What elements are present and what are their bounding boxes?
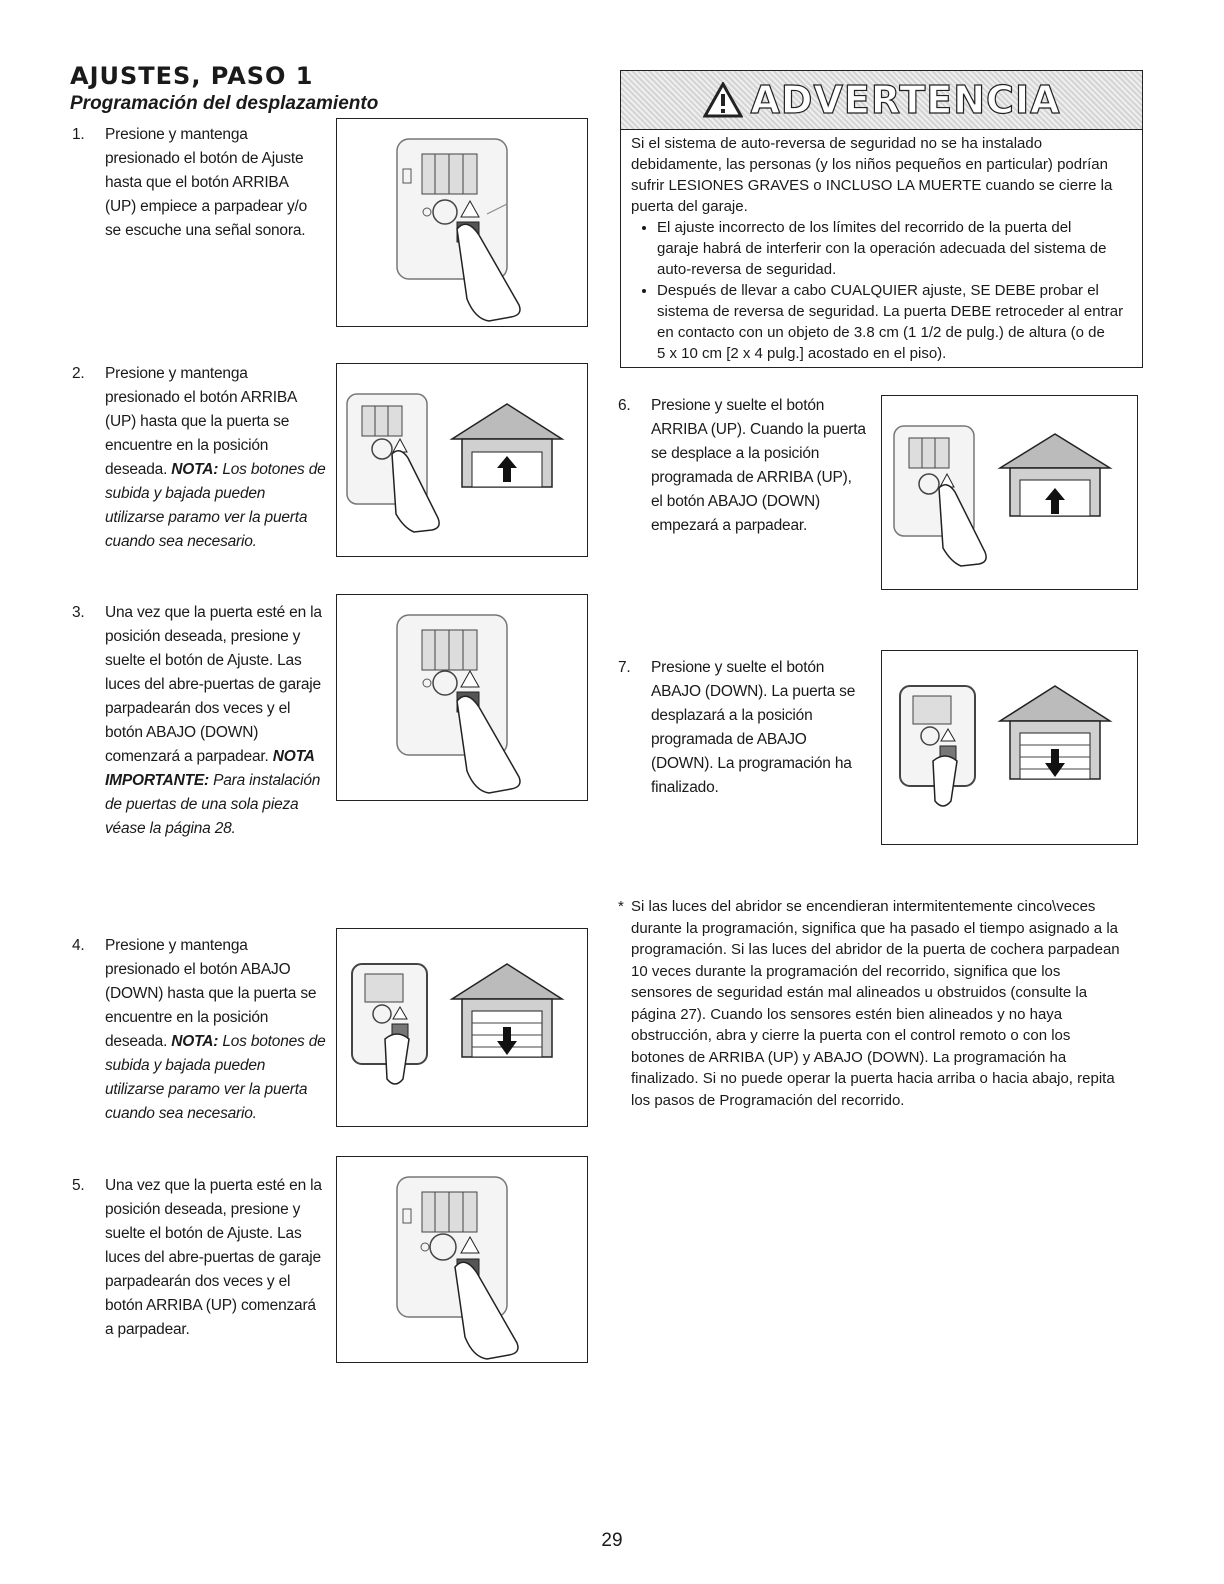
wall-control-garage-down-icon (882, 651, 1137, 844)
warning-triangle-icon (703, 82, 743, 118)
wall-control-garage-up-icon (882, 396, 1137, 589)
illustration-release-up-button (881, 395, 1138, 590)
warning-title: ADVERTENCIA (750, 78, 1061, 122)
warning-bullet-list (631, 217, 1132, 364)
step-text: Presione y mantenga presionado el botón de Ajuste hasta que el botón ARRIBA (UP) empiece a parpadear y/o se escuche una señal sonora. (105, 126, 308, 239)
wall-control-hand-icon (337, 119, 587, 326)
wall-control-hand-icon (337, 1157, 587, 1362)
step-number: 5. (72, 1177, 85, 1194)
illustration-press-up-button (336, 363, 588, 557)
illustration-press-down-button (336, 928, 588, 1127)
step-text: Una vez que la puerta esté en la posición deseada, presione y suelte el botón de Ajuste. Las luces del abre-puertas de garaje parpadearán dos veces y el botón ABAJO (DOWN) comenzará a parpadear. NOTA IMPORTANTE: Para instalación de puertas de una sola pieza véase la página 28. (105, 604, 322, 837)
step-number: 7. (618, 659, 631, 676)
step-text: Presione y suelte el botón ARRIBA (UP). Cuando la puerta se desplace a la posición programada de ARRIBA (UP), el botón ABAJO (DOWN) empezará a parpadear. (651, 397, 866, 534)
footnote-marker: * (618, 898, 624, 915)
warning-text: Si el sistema de auto-reversa de seguridad no se ha instalado debidamente, las personas (y los niños pequeños en particular) podrían sufrir LESIONES GRAVES o INCLUSO LA MUERTE cuando se cierre la puerta del garaje. • El ajuste incorrecto de los límites del recorrido de la puerta del garaje habrá de interferir con la operación adecuada del sistema de auto-reversa de seguridad. • Después de llevar a cabo CUALQUIER ajuste, SE DEBE probar el sistema de reversa de seguridad. La puerta DEBE retroceder al entrar en contacto con un objeto de 3.8 cm (1 1/2 de pulg.) de altura (o de 5 x 10 cm [2 x 4 pulg.] acostado en el piso). (621, 130, 1142, 364)
list-item: • Después de llevar a cabo CUALQUIER ajuste, SE DEBE probar el sistema de reversa de seguridad. La puerta DEBE retroceder al entrar en contacto con un objeto de 3.8 cm (1 1/2 de pulg.) de altura (o de 5 x 10 cm [2 x 4 pulg.] acostado en el piso). (657, 280, 1132, 364)
section-title: AJUSTES, PASO 1 (70, 62, 314, 90)
warning-header (621, 71, 1142, 130)
step-text: Una vez que la puerta esté en la posición deseada, presione y suelte el botón de Ajuste. Las luces del abre-puertas de garaje parpadearán dos veces y el botón ARRIBA (UP) comenzará a parpadear. (105, 1177, 322, 1338)
illustration-press-adjust-button (336, 118, 588, 327)
warning-box (620, 70, 1143, 368)
step-number: 1. (72, 126, 85, 143)
illustration-release-adjust-button-2 (336, 1156, 588, 1363)
illustration-release-adjust-button (336, 594, 588, 801)
step-text: Presione y mantenga presionado el botón ABAJO (DOWN) hasta que la puerta se encuentre en la posición deseada. NOTA: Los botones de subida y bajada pueden utilizarse paramo ver la puerta cuando sea necesario. (105, 937, 326, 1122)
step-text: Presione y mantenga presionado el botón ARRIBA (UP) hasta que la puerta se encuentre en la posición deseada. NOTA: Los botones de subida y bajada pueden utilizarse paramo ver la puerta cuando sea necesario. (105, 365, 326, 550)
step-number: 6. (618, 397, 631, 414)
page-number: 29 (601, 1530, 623, 1551)
step-number: 3. (72, 604, 85, 621)
step-number: 2. (72, 365, 85, 382)
illustration-release-down-button (881, 650, 1138, 845)
step-text: Presione y suelte el botón ABAJO (DOWN). La puerta se desplazará a la posición programada de ABAJO (DOWN). La programación ha finalizado. (651, 659, 856, 796)
list-item: • El ajuste incorrecto de los límites del recorrido de la puerta del garaje habrá de interferir con la operación adecuada del sistema de auto-reversa de seguridad. (657, 217, 1132, 280)
footnote-text: Si las luces del abridor se encendieran intermitentemente cinco\veces durante la programación, significa que ha pasado el tiempo asignado a la programación. Si las luces del abridor de la puerta de cochera parpadean 10 veces durante la programación del recorrido, significa que los sensores de seguridad están mal alineados u obstruidos (consulte la página 27). Cuando los sensores estén bien alineados y no haya obstrucción, abra y cierre la puerta con el control remoto o con los botones de ARRIBA (UP) y ABAJO (DOWN). La programación ha finalizado. Si no puede operar la puerta hacia arriba o hacia abajo, repita los pasos de Programación del recorrido. (631, 898, 1120, 1109)
step-number: 4. (72, 937, 85, 954)
wall-control-hand-icon (337, 595, 587, 800)
footnote (618, 896, 1138, 1111)
wall-control-garage-down-icon (337, 929, 587, 1126)
section-subtitle: Programación del desplazamiento (70, 93, 379, 114)
wall-control-garage-up-icon (337, 364, 587, 556)
